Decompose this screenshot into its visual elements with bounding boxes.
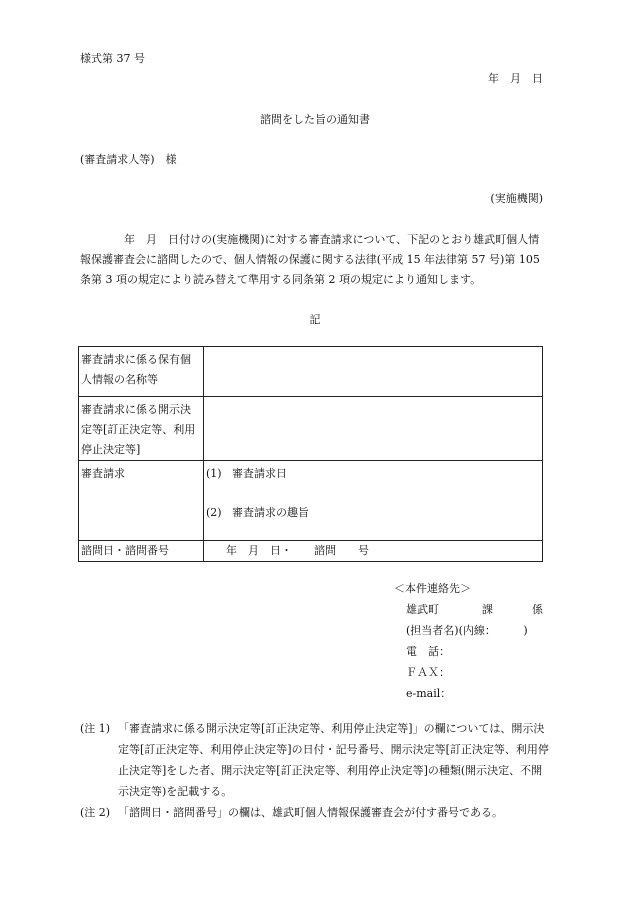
row-value-personal-info-name[interactable] xyxy=(204,347,543,397)
ki-heading: 記 xyxy=(309,313,321,326)
request-date-item: (1) 審査請求日 xyxy=(206,467,287,480)
table-row xyxy=(79,541,543,562)
request-purpose-item: (2) 審査請求の趣旨 xyxy=(206,506,309,519)
note-2-text: 「諮問日・諮問番号」の欄は、雄武町個人情報保護審査会が付す番号である。 xyxy=(118,806,503,819)
form-number: 様式第 37 号 xyxy=(80,52,145,65)
table-row xyxy=(79,397,543,461)
table-row xyxy=(79,347,543,397)
contact-tel: 電 話： xyxy=(406,645,450,658)
contact-person: (担当者名)(内線： ) xyxy=(406,624,528,637)
note-2-mark: (注 2) xyxy=(80,806,111,819)
document-title: 諮問をした旨の通知書 xyxy=(260,113,370,126)
issuing-agency: (実施機関) xyxy=(490,192,543,205)
row-value-request[interactable] xyxy=(204,461,543,541)
row-label-personal-info-name: 審査請求に係る保有個人情報の名称等 xyxy=(79,347,204,397)
note-1-mark: (注 1) xyxy=(80,722,111,735)
contact-department: 雄武町 課 係 xyxy=(406,603,543,616)
body-paragraph xyxy=(80,230,545,290)
contact-header: ＜本件連絡先＞ xyxy=(394,582,471,595)
contact-fax: ＦＡＸ： xyxy=(406,666,450,679)
row-value-inquiry-date[interactable]: 年 月 日・ 諮問 号 xyxy=(204,541,543,562)
notes xyxy=(80,718,550,823)
table-row xyxy=(79,461,543,541)
note-1-text: 「審査請求に係る開示決定等[訂正決定等、利用停止決定等]」の欄については、開示決定等[訂正決定等、利用停止決定等]の日付・記号番号、開示決定等[訂正決定等、利用停止決定等]をした者、開示決定等[訂正決定等、利用停止決定等]の種類(開示決定、不開示決定等)を記載する。 xyxy=(118,722,549,798)
row-value-disclosure-decision[interactable] xyxy=(204,397,543,461)
details-table xyxy=(78,346,543,562)
contact-email: e-mail： xyxy=(406,687,452,700)
row-label-disclosure-decision: 審査請求に係る開示決定等[訂正決定等、利用停止決定等] xyxy=(79,397,204,461)
addressee: (審査請求人等) 様 xyxy=(80,153,177,166)
date-line: 年 月 日 xyxy=(488,72,543,85)
body-text: 年 月 日付けの(実施機関)に対する審査請求について、下記のとおり雄武町個人情報保護審査会に諮問したので、個人情報の保護に関する法律(平成 15 年法律第 57 号)第 105 条第 3 項の規定により読み替えて準用する同条第 2 項の規定により通知します。 xyxy=(80,233,540,286)
note-1 xyxy=(80,718,550,802)
row-label-inquiry-date: 諮問日・諮問番号 xyxy=(79,541,204,562)
note-2 xyxy=(80,802,550,823)
row-label-request: 審査請求 xyxy=(79,461,204,541)
contact-block xyxy=(394,578,543,704)
